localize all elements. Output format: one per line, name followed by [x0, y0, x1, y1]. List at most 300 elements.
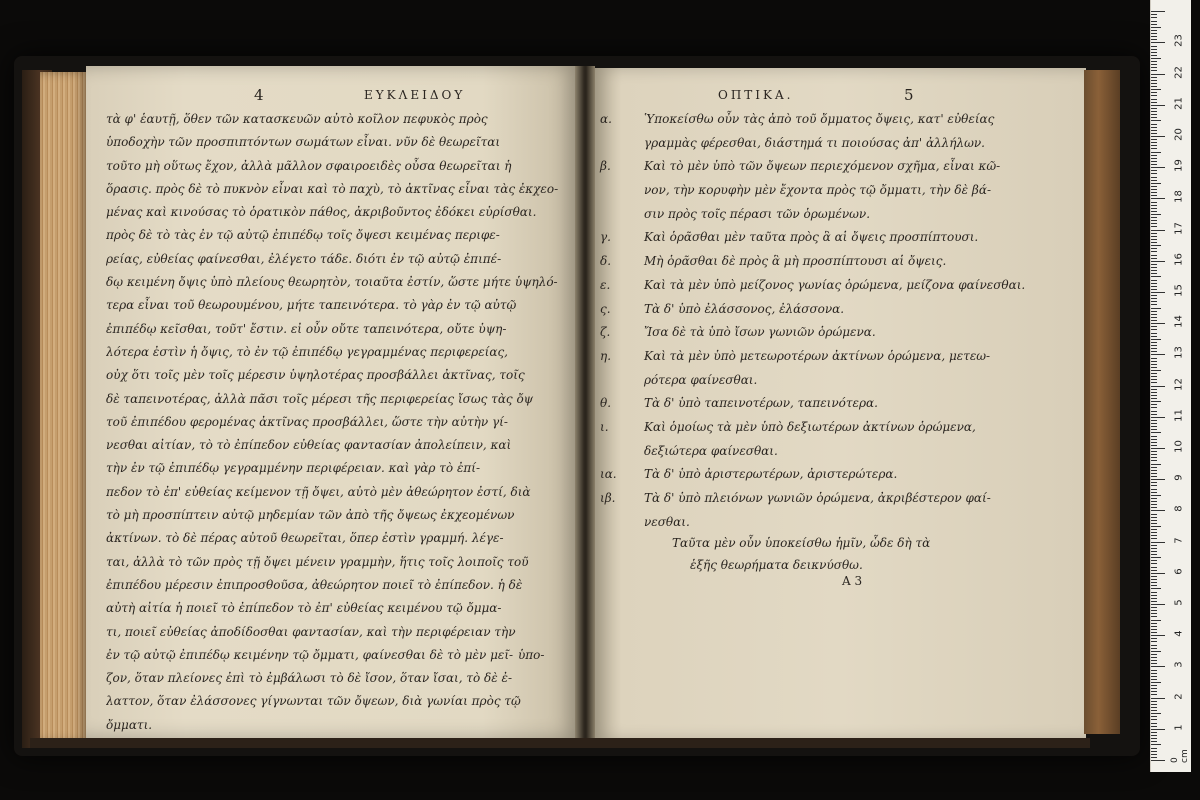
proposition-number: δ. [600, 254, 612, 269]
text-line: αὐτὴ αἰτία ἡ ποιεῖ τὸ ἐπίπεδον τὸ ἐπ' εὐθείας κειμένου τῷ ὄμμα- [106, 601, 502, 616]
ruler-tick [1151, 370, 1161, 371]
ruler-tick [1151, 751, 1157, 752]
ruler-tick [1151, 754, 1157, 755]
ruler-number: 5 [1173, 599, 1185, 606]
ruler-tick [1151, 757, 1157, 758]
ruler-tick [1151, 202, 1157, 203]
ruler-tick [1151, 760, 1165, 761]
ruler-tick [1151, 538, 1157, 539]
ruler-tick [1151, 741, 1157, 742]
ruler-tick [1151, 420, 1157, 421]
ruler-tick [1151, 738, 1157, 739]
proposition [600, 487, 1070, 511]
ruler-tick [1151, 317, 1157, 318]
ruler-tick [1151, 694, 1157, 695]
ruler-tick [1151, 255, 1157, 256]
ruler-tick [1151, 198, 1165, 199]
ruler-tick [1151, 39, 1157, 40]
proposition [600, 392, 1070, 416]
ruler-tick [1151, 214, 1161, 215]
ruler-tick [1151, 604, 1165, 605]
ruler-tick [1151, 588, 1161, 589]
ruler-tick [1151, 573, 1165, 574]
ruler-tick [1151, 432, 1161, 433]
ruler-tick [1151, 92, 1157, 93]
ruler-tick [1151, 676, 1157, 677]
ruler-tick [1151, 189, 1157, 190]
ruler-tick [1151, 638, 1157, 639]
ruler-tick [1151, 698, 1165, 699]
text-line: νεσθαι αἰτίαν, τὸ τὸ ἐπίπεδον εὐθείας φαντασίαν ἀπολείπειν, καὶ [106, 438, 512, 453]
ruler-number: 6 [1173, 568, 1185, 575]
ruler-tick [1151, 523, 1157, 524]
page-edges-left [40, 72, 88, 742]
ruler-tick [1151, 579, 1157, 580]
ruler-tick [1151, 276, 1161, 277]
ruler-tick [1151, 504, 1157, 505]
ruler-tick [1151, 470, 1157, 471]
ruler-tick [1151, 663, 1157, 664]
proposition-text: νον, τὴν κορυφὴν μὲν ἔχοντα πρὸς τῷ ὄμματι, τὴν δὲ βά- [644, 183, 992, 198]
ruler-tick [1151, 46, 1157, 47]
ruler-tick [1151, 529, 1157, 530]
ruler-tick [1151, 610, 1157, 611]
proposition [600, 321, 1070, 345]
ruler-number: 23 [1173, 34, 1185, 48]
ruler-tick [1151, 439, 1157, 440]
ruler-number: 3 [1173, 661, 1185, 669]
ruler-number: 14 [1173, 315, 1185, 329]
ruler-number: 17 [1173, 221, 1185, 235]
ruler-tick [1151, 61, 1157, 62]
proposition-text: γραμμὰς φέρεσθαι, διάστημά τι ποιούσας ἀπ' ἀλλήλων. [644, 135, 985, 150]
ruler-tick [1151, 748, 1157, 749]
proposition [600, 463, 1070, 487]
ruler-tick [1151, 58, 1161, 59]
ruler-tick [1151, 473, 1157, 474]
ruler-tick [1151, 479, 1165, 480]
ruler-tick [1151, 576, 1157, 577]
ruler-tick [1151, 245, 1161, 246]
proposition-number: ς. [600, 301, 611, 316]
ruler-tick [1151, 460, 1157, 461]
proposition-number: ε. [600, 277, 611, 292]
ruler-tick [1151, 99, 1157, 100]
proposition [600, 226, 1070, 250]
conclusion-line-2: ἑξῆς θεωρήματα δεικνύσθω. [690, 558, 863, 572]
ruler-tick [1151, 270, 1157, 271]
ruler-tick [1151, 389, 1157, 390]
ruler-tick [1151, 492, 1157, 493]
ruler-number: 16 [1173, 252, 1185, 266]
ruler-tick [1151, 563, 1157, 564]
proposition-text: Τὰ δ' ὑπὸ ἐλάσσονος, ἐλάσσονα. [644, 301, 845, 316]
ruler-tick [1151, 651, 1161, 652]
ruler-tick [1151, 557, 1161, 558]
ruler-tick [1151, 373, 1157, 374]
ruler-tick [1151, 258, 1157, 259]
text-line: ἐπιπέδῳ κεῖσθαι, τοῦτ' ἔστιν. εἰ οὖν οὔτε ταπεινότερα, οὔτε ὑψη- [106, 321, 507, 336]
ruler-tick [1151, 180, 1157, 181]
ruler-tick [1151, 164, 1157, 165]
ruler-tick [1151, 666, 1165, 667]
ruler-tick [1151, 517, 1157, 518]
text-line: ται, ἀλλὰ τὸ τῶν πρὸς τῇ ὄψει μένειν γραμμὴν, ἥτις τοῖς λοιποῖς τοῦ [106, 554, 529, 569]
proposition [600, 108, 1070, 132]
left-page-text [106, 86, 566, 737]
text-line: πεδον τὸ ἐπ' εὐθείας κείμενον τῇ ὄψει, αὐτὸ μὲν ἀθεώρητον ἐστί, διὰ [106, 484, 531, 499]
ruler-tick [1151, 685, 1157, 686]
ruler-tick [1151, 142, 1157, 143]
proposition-number: θ. [600, 396, 612, 411]
ruler-number: 8 [1173, 505, 1185, 513]
proposition-number: β. [600, 159, 611, 174]
ruler-tick [1151, 267, 1157, 268]
proposition-text: Καὶ ὁμοίως τὰ μὲν ὑπὸ δεξιωτέρων ἀκτίνων ὁρώμενα, [644, 419, 976, 434]
ruler-tick [1151, 657, 1157, 658]
ruler-tick [1151, 660, 1157, 661]
ruler-tick [1151, 535, 1157, 536]
ruler-tick [1151, 451, 1157, 452]
text-line: τερα εἶναι τοῦ θεωρουμένου, μήτε ταπεινότερα. τὸ γὰρ ἐν τῷ αὐτῷ [106, 298, 517, 313]
ruler-tick [1151, 49, 1157, 50]
ruler-tick [1151, 407, 1157, 408]
proposition-text: Καὶ τὰ μὲν ὑπὸ μείζονος γωνίας ὁρώμενα, μείζονα φαίνεσθαι. [644, 277, 1026, 292]
ruler-tick [1151, 411, 1157, 412]
ruler-tick [1151, 161, 1157, 162]
ruler-tick [1151, 226, 1157, 227]
proposition-continuation [600, 132, 1070, 156]
ruler-tick [1151, 520, 1157, 521]
text-line: ζον, ὅταν πλείονες ἐπὶ τὸ ἐμβάλωσι τὸ δὲ ἴσον, ὅταν ἴσαι, τὸ δὲ ἐ- [106, 671, 513, 686]
measurement-ruler [1150, 0, 1191, 772]
ruler-tick [1151, 582, 1157, 583]
ruler-tick [1151, 510, 1165, 511]
ruler-tick [1151, 654, 1157, 655]
ruler-tick [1151, 626, 1157, 627]
text-line: δῳ κειμένη ὄψις ὑπὸ πλείους θεωρητὸν, τοιαῦτα ἐστίν, ὥστε μήτε ὑψηλό- [106, 275, 558, 290]
ruler-tick [1151, 570, 1157, 571]
proposition-continuation [600, 511, 1070, 535]
ruler-tick [1151, 167, 1165, 168]
ruler-tick [1151, 623, 1157, 624]
ruler-tick [1151, 24, 1157, 25]
ruler-tick [1151, 585, 1157, 586]
ruler-number: 21 [1173, 96, 1185, 110]
ruler-number: 19 [1173, 159, 1185, 173]
proposition [600, 155, 1070, 179]
ruler-number: 1 [1173, 724, 1185, 731]
ruler-tick [1151, 342, 1157, 343]
ruler-tick [1151, 130, 1157, 131]
ruler-tick [1151, 248, 1157, 249]
proposition-number: ι. [600, 419, 609, 434]
ruler-tick [1151, 442, 1157, 443]
ruler-tick [1151, 292, 1165, 293]
proposition-number: ια. [600, 467, 617, 482]
proposition-number: ζ. [600, 325, 611, 340]
right-page-number: 5 [904, 86, 916, 104]
ruler-tick [1151, 401, 1161, 402]
proposition [600, 250, 1070, 274]
proposition-continuation [600, 369, 1070, 393]
ruler-tick [1151, 726, 1157, 727]
ruler-tick [1151, 314, 1157, 315]
ruler-number: 4 [1173, 630, 1185, 637]
ruler-tick [1151, 467, 1157, 468]
ruler-tick [1151, 242, 1157, 243]
ruler-tick [1151, 195, 1157, 196]
ruler-tick [1151, 139, 1157, 140]
ruler-tick [1151, 423, 1157, 424]
ruler-tick [1151, 482, 1157, 483]
ruler-tick [1151, 55, 1157, 56]
ruler-tick [1151, 345, 1157, 346]
text-line: τοῦ ἐπιπέδου φερομένας ἀκτῖνας προσβάλλει, ὥστε τὴν αὐτὴν γί- [106, 414, 508, 429]
text-line: τοῦτο μὴ οὕτως ἔχον, ἀλλὰ μᾶλλον σφαιροειδὲς οὖσα θεωρεῖται ἡ [106, 158, 512, 173]
text-line: τὸ μὴ προσπίπτειν αὐτῷ μηδεμίαν τῶν ἀπὸ τῆς ὄψεως ἐκχεομένων [106, 508, 515, 523]
ruler-tick [1151, 320, 1157, 321]
ruler-tick [1151, 710, 1157, 711]
ruler-tick [1151, 417, 1165, 418]
ruler-tick [1151, 27, 1161, 28]
ruler-tick [1151, 688, 1157, 689]
ruler-tick [1151, 251, 1157, 252]
ruler-tick [1151, 326, 1157, 327]
proposition-text: Ἴσα δὲ τὰ ὑπὸ ἴσων γωνιῶν ὁρώμενα. [644, 325, 876, 340]
ruler-tick [1151, 333, 1157, 334]
ruler-tick [1151, 632, 1157, 633]
ruler-tick [1151, 283, 1157, 284]
ruler-tick [1151, 616, 1157, 617]
ruler-tick [1151, 42, 1165, 43]
ruler-tick [1151, 261, 1165, 262]
ruler-tick [1151, 239, 1157, 240]
ruler-tick [1151, 127, 1157, 128]
ruler-tick [1151, 70, 1157, 71]
ruler-tick [1151, 323, 1165, 324]
ruler-tick [1151, 336, 1157, 337]
ruler-number: 20 [1173, 128, 1185, 141]
ruler-tick [1151, 744, 1161, 745]
ruler-tick [1151, 679, 1157, 680]
ruler-tick [1151, 386, 1165, 387]
ruler-tick [1151, 645, 1157, 646]
ruler-tick [1151, 230, 1165, 231]
ruler-tick [1151, 376, 1157, 377]
left-running-title: ΕΥΚΛΕΙΔΟΥ [364, 88, 466, 102]
ruler-tick [1151, 526, 1161, 527]
ruler-tick [1151, 560, 1157, 561]
ruler-tick [1151, 648, 1157, 649]
ruler-tick [1151, 567, 1157, 568]
ruler-tick [1151, 532, 1157, 533]
ruler-tick [1151, 719, 1157, 720]
ruler-tick [1151, 120, 1161, 121]
proposition-text: Ὑποκείσθω οὖν τὰς ἀπὸ τοῦ ὄμματος ὄψεις, κατ' εὐθείας [644, 112, 995, 126]
ruler-tick [1151, 507, 1157, 508]
ruler-tick [1151, 457, 1157, 458]
ruler-tick [1151, 454, 1157, 455]
ruler-tick [1151, 295, 1157, 296]
ruler-tick [1151, 379, 1157, 380]
text-line: δὲ ταπεινοτέρας, ἀλλὰ πᾶσι τοῖς μέρεσι τῆς περιφερείας ἴσως τὰς ὄψ [106, 391, 534, 406]
ruler-tick [1151, 217, 1157, 218]
ruler-tick [1151, 382, 1157, 383]
text-line: ἐν τῷ αὐτῷ ἐπιπέδῳ κειμένην τῷ ὄμματι, φαίνεσθαι δὲ τὸ μὲν μεῖ- [106, 647, 514, 662]
proposition-number: ιβ. [600, 491, 616, 505]
ruler-tick [1151, 629, 1157, 630]
book-cover-right [1084, 70, 1120, 734]
proposition-text: δεξιώτερα φαίνεσθαι. [644, 443, 778, 458]
ruler-tick [1151, 635, 1165, 636]
ruler-tick [1151, 148, 1157, 149]
right-running-head [600, 86, 1070, 108]
ruler-tick [1151, 173, 1157, 174]
ruler-tick [1151, 398, 1157, 399]
text-line: ὅρασις. πρὸς δὲ τὸ πυκνὸν εἶναι καὶ τὸ παχὺ, τὸ ἀκτῖνας εἶναι τὰς ἐκχεο- [106, 181, 559, 196]
left-body-lines [106, 108, 566, 737]
ruler-tick [1151, 301, 1157, 302]
ruler-tick [1151, 673, 1157, 674]
proposition-text: Καὶ τὰ μὲν ὑπὸ μετεωροτέρων ἀκτίνων ὁρώμενα, μετεω- [644, 348, 991, 363]
right-running-title: ΟΠΤΙΚΑ. [718, 88, 794, 102]
proposition-number: α. [600, 112, 612, 126]
proposition-number: η. [600, 348, 612, 363]
text-line: λαττον, ὅταν ἐλάσσονες γίγνωνται τῶν ὄψεων, διὰ γωνίαι πρὸς τῷ [106, 694, 521, 709]
ruler-tick [1151, 713, 1161, 714]
ruler-tick [1151, 729, 1165, 730]
ruler-tick [1151, 273, 1157, 274]
ruler-tick [1151, 298, 1157, 299]
ruler-tick [1151, 691, 1157, 692]
ruler-tick [1151, 223, 1157, 224]
catchword: ὑπο- [518, 648, 545, 662]
proposition-text: Τὰ δ' ὑπὸ πλειόνων γωνιῶν ὁρώμενα, ἀκριβέστερον φαί- [644, 491, 991, 505]
propositions-list [600, 108, 1070, 534]
ruler-tick [1151, 308, 1161, 309]
text-line: ρείας, εὐθείας φαίνεσθαι, ἐλέγετο τάδε. διότι ἐν τῷ αὐτῷ ἐπιπέ- [106, 251, 502, 266]
ruler-tick [1151, 158, 1157, 159]
ruler-tick [1151, 220, 1157, 221]
ruler-tick [1151, 280, 1157, 281]
ruler-tick [1151, 80, 1157, 81]
proposition-text: Καὶ τὸ μὲν ὑπὸ τῶν ὄψεων περιεχόμενον σχῆμα, εἶναι κῶ- [644, 159, 1001, 174]
ruler-tick [1151, 485, 1157, 486]
ruler-tick [1151, 136, 1165, 137]
ruler-tick [1151, 124, 1157, 125]
ruler-tick [1151, 77, 1157, 78]
ruler-tick [1151, 436, 1157, 437]
ruler-tick [1151, 514, 1157, 515]
ruler-tick [1151, 364, 1157, 365]
ruler-tick [1151, 108, 1157, 109]
ruler-tick [1151, 145, 1157, 146]
ruler-tick [1151, 33, 1157, 34]
ruler-number: 15 [1173, 284, 1185, 297]
proposition-text: Τὰ δ' ὑπὸ ταπεινοτέρων, ταπεινότερα. [644, 396, 878, 411]
text-line: ὄμματι. [106, 717, 153, 732]
ruler-tick [1151, 704, 1157, 705]
ruler-tick [1151, 429, 1157, 430]
ruler-tick [1151, 14, 1157, 15]
ruler-tick [1151, 464, 1161, 465]
ruler-tick [1151, 205, 1157, 206]
proposition [600, 345, 1070, 369]
book-cover-bottom [30, 738, 1090, 748]
ruler-tick [1151, 52, 1157, 53]
ruler-tick [1151, 641, 1157, 642]
ruler-tick [1151, 670, 1157, 671]
proposition-text: νεσθαι. [644, 514, 690, 529]
ruler-tick [1151, 620, 1161, 621]
ruler-number: 7 [1173, 536, 1185, 544]
ruler-tick [1151, 289, 1157, 290]
left-running-head [106, 86, 566, 108]
ruler-tick [1151, 707, 1157, 708]
ruler-tick [1151, 592, 1157, 593]
ruler-tick [1151, 348, 1157, 349]
ruler-tick [1151, 102, 1157, 103]
proposition-text: ρότερα φαίνεσθαι. [644, 372, 758, 387]
conclusion-line-1: Ταῦτα μὲν οὖν ὑποκείσθω ἡμῖν, ὧδε δὴ τὰ [672, 536, 931, 550]
ruler-tick [1151, 11, 1165, 12]
ruler-number: 9 [1173, 474, 1185, 481]
ruler-tick [1151, 414, 1157, 415]
ruler-tick [1151, 105, 1165, 106]
ruler-tick [1151, 86, 1157, 87]
ruler-number: 11 [1173, 408, 1185, 422]
text-line: οὐχ ὅτι τοῖς μὲν τοῖς μέρεσιν ὑψηλοτέρας προσβάλλει ἀκτῖνας, τοῖς [106, 368, 525, 383]
ruler-tick [1151, 236, 1157, 237]
ruler-tick [1151, 170, 1157, 171]
ruler-tick [1151, 392, 1157, 393]
ruler-tick [1151, 395, 1157, 396]
ruler-tick [1151, 361, 1157, 362]
text-line: μένας καὶ κινούσας τὸ ὁρατικὸν πάθος, ἀκριβοῦντος ἐδόκει εὑρίσθαι. [106, 205, 537, 220]
ruler-tick [1151, 601, 1157, 602]
ruler-tick [1151, 735, 1157, 736]
text-line: ἐπιπέδου μέρεσιν ἐπιπροσθοῦσα, ἀθεώρητον ποιεῖ τὸ ἐπίπεδον. ἡ δὲ [106, 577, 523, 592]
ruler-tick [1151, 117, 1157, 118]
ruler-number: 10 [1173, 440, 1185, 453]
proposition-text: Καὶ ὁρᾶσθαι μὲν ταῦτα πρὸς ἃ αἱ ὄψεις προσπίπτουσι. [644, 230, 979, 245]
text-line: ὑποδοχὴν τῶν προσπιπτόντων σωμάτων εἶναι. νῦν δὲ θεωρεῖται [106, 135, 501, 150]
ruler-tick [1151, 595, 1157, 596]
ruler-tick [1151, 95, 1157, 96]
ruler-tick [1151, 111, 1157, 112]
ruler-tick [1151, 358, 1157, 359]
ruler-tick [1151, 548, 1157, 549]
ruler-number: 22 [1173, 65, 1185, 79]
ruler-tick [1151, 83, 1157, 84]
proposition-text: Τὰ δ' ὑπὸ ἀριστερωτέρων, ἀριστερώτερα. [644, 467, 898, 482]
ruler-tick [1151, 186, 1157, 187]
text-line: τι, ποιεῖ εὐθείας ἀποδίδοσθαι φαντασίαν, καὶ τὴν περιφέρειαν τὴν [106, 624, 516, 639]
ruler-tick [1151, 30, 1157, 31]
ruler-tick [1151, 304, 1157, 305]
ruler-tick [1151, 211, 1157, 212]
ruler-tick [1151, 155, 1157, 156]
ruler-number: 12 [1173, 377, 1185, 391]
ruler-tick [1151, 598, 1157, 599]
ruler-tick [1151, 716, 1157, 717]
proposition-continuation [600, 203, 1070, 227]
ruler-tick [1151, 489, 1157, 490]
ruler-tick [1151, 74, 1165, 75]
proposition-text: Μὴ ὁρᾶσθαι δὲ πρὸς ἃ μὴ προσπίπτουσι αἱ ὄψεις. [644, 254, 947, 269]
ruler-tick [1151, 133, 1157, 134]
